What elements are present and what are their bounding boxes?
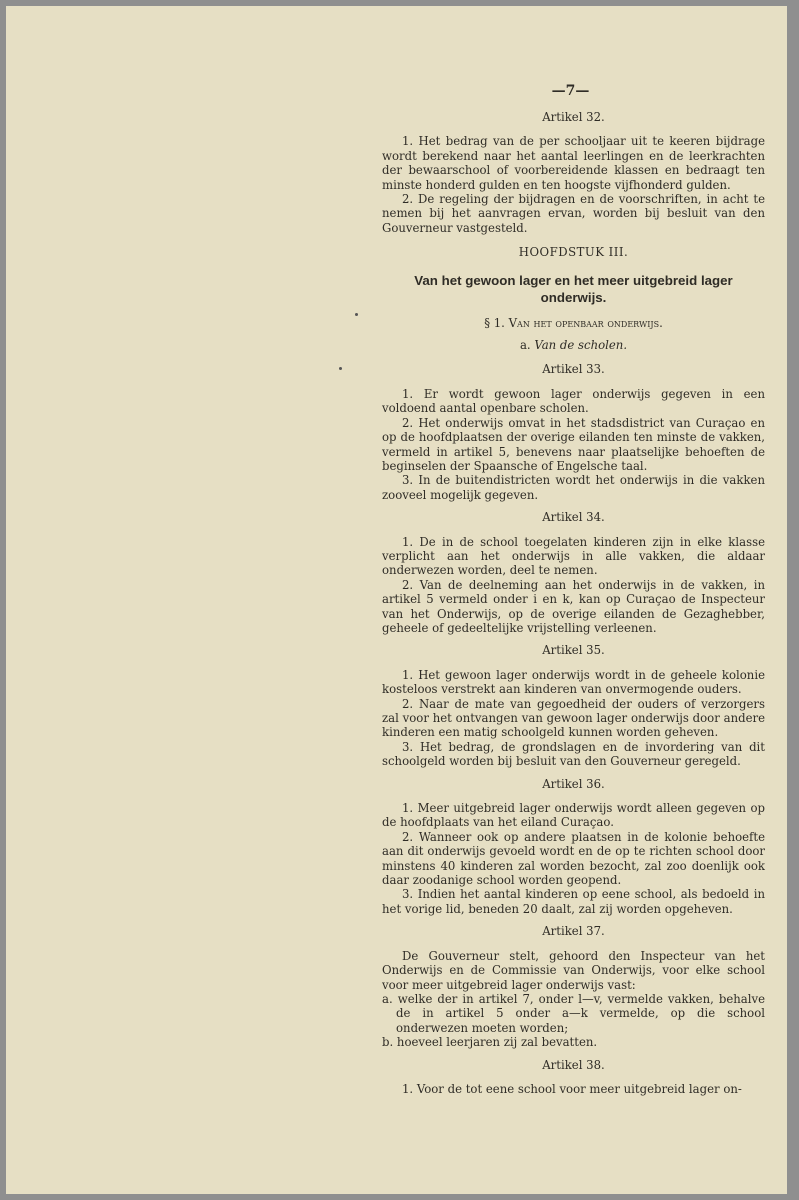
artikel-35-para-1: 1. Het gewoon lager onderwijs wordt in de geheele kolonie kosteloos verstrekt aan kinderen van onvermogende ouders. [382,667,765,697]
artikel-34-para-1: 1. De in de school toegelaten kinderen zijn in elke klasse verplicht aan het onderwijs in alle vakken, die aldaar onderwezen worden, deel te nemen. [382,534,765,578]
artikel-35-heading: Artikel 35. [542,643,605,658]
artikel-38-heading: Artikel 38. [542,1057,605,1072]
artikel-36-para-1: 1. Meer uitgebreid lager onderwijs wordt alleen gegeven op de hoofdplaats van het eiland Curaçao. [382,801,765,830]
artikel-35-para-2: 2. Naar de mate van gegoedheid der ouders of verzorgers zal voor het ontvangen van gewoon lager onderwijs door andere kinderen een matig schoolgeld kunnen worden geheven. [382,696,765,740]
chapter-title: Van het gewoon lager en het meer uitgebreid lager onderwijs. [414,272,733,305]
artikel-35-para-3: 3. Het bedrag, de grondslagen en de invordering van dit schoolgeld worden bij besluit van den Gouverneur geregeld. [382,739,765,769]
artikel-33-para-2: 2. Het onderwijs omvat in het stadsdistrict van Curaçao en op de hoofdplaatsen der overige eilanden ten minste de vakken, vermeld in artikel 5, benevens naar plaatselijke behoeften de beginselen der Spaansche of Engelsche taal. [382,415,765,473]
document-page [6,6,787,1194]
artikel-32-para-2: 2. De regeling der bijdragen en de voorschriften, in acht te nemen bij het aanvragen ervan, worden bij besluit van den Gouverneur vastgesteld. [382,192,765,235]
margin-speck [355,313,358,316]
artikel-36-heading: Artikel 36. [542,776,605,791]
subsection-heading [382,338,765,352]
chapter-heading: HOOFDSTUK III. [518,245,629,260]
artikel-36-para-3: 3. Indien het aantal kinderen op eene school, als bedoeld in het vorige lid, beneden 20 daalt, zal zij worden opgeheven. [382,887,765,916]
subsection-letter: a. [519,338,531,353]
section-heading: § 1. Van het openbaar onderwijs. [484,315,663,330]
artikel-34-para-2: 2. Van de deelneming aan het onderwijs in de vakken, in artikel 5 vermeld onder i en k, kan op Curaçao de Inspecteur van het Onderwijs, op de overige eilanden de Gezaghebber, geheele of gedeeltelijke vrijstelling verleenen. [382,577,765,635]
artikel-33-para-1: 1. Er wordt gewoon lager onderwijs gegeven in een voldoend aantal openbare scholen. [382,386,765,416]
subsection-title: Van de scholen. [534,338,628,353]
artikel-32-heading: Artikel 32. [542,110,605,124]
artikel-33-para-3: 3. In de buitendistricten wordt het onderwijs in die vakken zooveel mogelijk gegeven. [382,473,765,502]
artikel-37-item-b: b. hoeveel leerjaren zij zal bevatten. [382,1035,598,1050]
page-number: —7— [551,83,590,99]
artikel-34-heading: Artikel 34. [542,510,605,525]
artikel-37-heading: Artikel 37. [542,924,605,939]
artikel-33-heading: Artikel 33. [542,362,605,377]
artikel-37-item-a: a. welke der in artikel 7, onder l—v, vermelde vakken, behalve de in artikel 5 onder a—k vermelde, op die school onderwezen moeten worden; [382,991,765,1035]
artikel-32-para-1: 1. Het bedrag van de per schooljaar uit te keeren bijdrage wordt berekend naar het aantal leerlingen en de leerkrachten der bewaarschool of voorbereidende klassen en bedraagt ten minste honderd gulden en ten hoogste vijfhonderd gulden. [382,134,765,192]
artikel-36-para-2: 2. Wanneer ook op andere plaatsen in de kolonie behoefte aan dit onderwijs gevoeld wordt en de op te richten school door minstens 40 kinderen zal worden bezocht, zal zoo doenlijk ook daar zoodanige school worden geopend. [382,829,765,888]
page-content [382,80,765,1096]
artikel-38-para-1: 1. Voor de tot eene school voor meer uitgebreid lager on- [402,1081,742,1096]
artikel-37-para-1: De Gouverneur stelt, gehoord den Inspecteur van het Onderwijs en de Commissie van Onderwijs, voor elke school voor meer uitgebreid lager onderwijs vast: [382,948,765,992]
margin-speck [339,367,342,370]
